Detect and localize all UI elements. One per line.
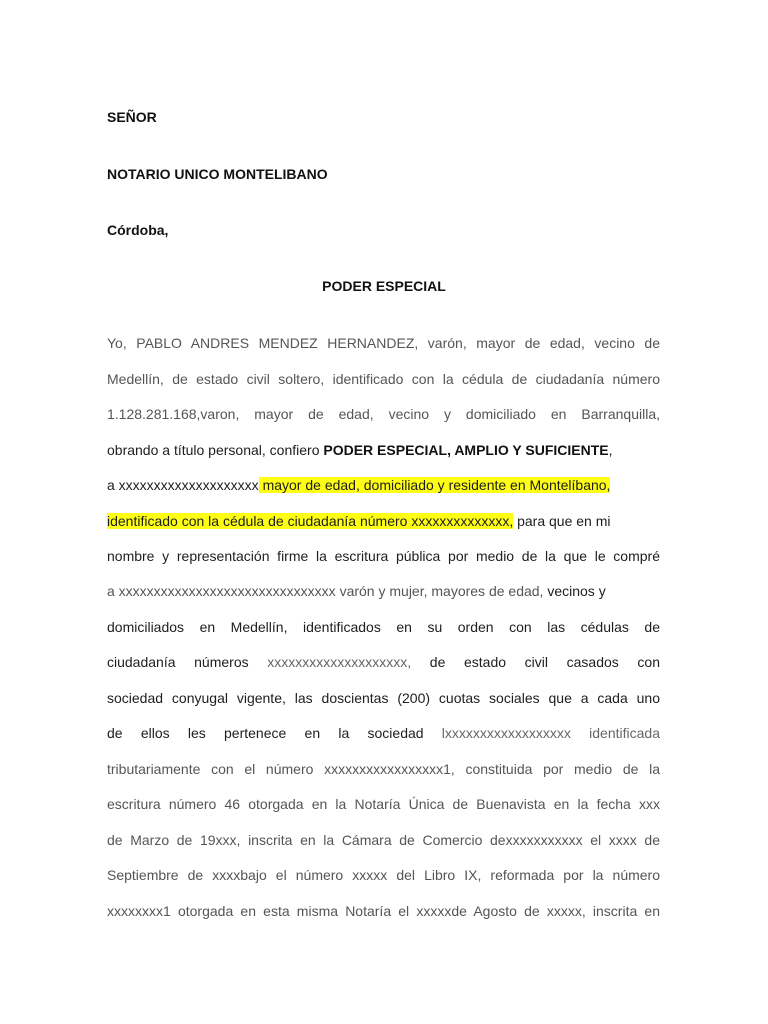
body-line-1: Yo, PABLO ANDRES MENDEZ HERNANDEZ, varón, mayor de edad, vecino de [107,335,660,351]
body-line-5-start: a xxxxxxxxxxxxxxxxxxxx [107,477,259,493]
body-line-16: Septiembre de xxxxbajo el número xxxxx del Libro IX, reformada por la número [107,867,660,883]
body-line-6 [107,511,660,531]
body-line-5 [107,475,660,495]
body-line-8-start: a xxxxxxxxxxxxxxxxxxxxxxxxxxxxxxx varón y mujer, mayores de edad, [107,583,544,599]
highlight-residence: mayor de edad, domiciliado y residente en Montelíbano, [258,477,611,493]
body-line-4 [107,440,660,460]
body-line-12 [107,723,660,743]
body-line-11: sociedad conyugal vigente, las doscientas (200) cuotas sociales que a cada uno [107,690,660,706]
body-line-4-end: , [608,442,613,458]
body-line-10-start: ciudadanía números [107,654,268,670]
body-line-6-end: para que en mi [513,513,611,529]
highlight-id: identificado con la cédula de ciudadanía número xxxxxxxxxxxxxx, [107,513,514,529]
place: Córdoba, [107,222,169,238]
body-line-7: nombre y representación firme la escritura pública por medio de la que le compré [107,548,660,564]
body-line-17: xxxxxxxx1 otorgada en esta misma Notaría el xxxxxde Agosto de xxxxx, inscrita en [107,903,660,919]
body-line-2: Medellín, de estado civil soltero, identificado con la cédula de ciudadanía número [107,371,660,387]
power-type-bold: PODER ESPECIAL, AMPLIO Y SUFICIENTE [323,442,609,458]
body-line-9: domiciliados en Medellín, identificados en su orden con las cédulas de [107,619,660,635]
body-line-3: 1.128.281.168,varon, mayor de edad, vecino y domiciliado en Barranquilla, [107,406,660,422]
body-line-12-company: lxxxxxxxxxxxxxxxxxx identificada [441,725,660,741]
body-line-10 [107,652,660,672]
body-line-13: tributariamente con el número xxxxxxxxxxxxxxxxx1, constituida por medio de la [107,761,660,777]
body-line-15: de Marzo de 19xxx, inscrita en la Cámara de Comercio dexxxxxxxxxxx el xxxx de [107,832,660,848]
body-line-14: escritura número 46 otorgada en la Notaría Única de Buenavista en la fecha xxx [107,796,660,812]
body-line-4-start: obrando a título personal, confiero [107,442,324,458]
body-line-8 [107,581,660,601]
recipient: NOTARIO UNICO MONTELIBANO [107,166,328,182]
body-line-10-ids: xxxxxxxxxxxxxxxxxxxx, [267,654,412,670]
document-title: PODER ESPECIAL [322,278,446,294]
body-line-10-end: de estado civil casados con [411,654,660,670]
salutation: SEÑOR [107,109,157,125]
body-line-8-end: vecinos y [543,583,606,599]
body-line-12-start: de ellos les pertenece en la sociedad [107,725,442,741]
